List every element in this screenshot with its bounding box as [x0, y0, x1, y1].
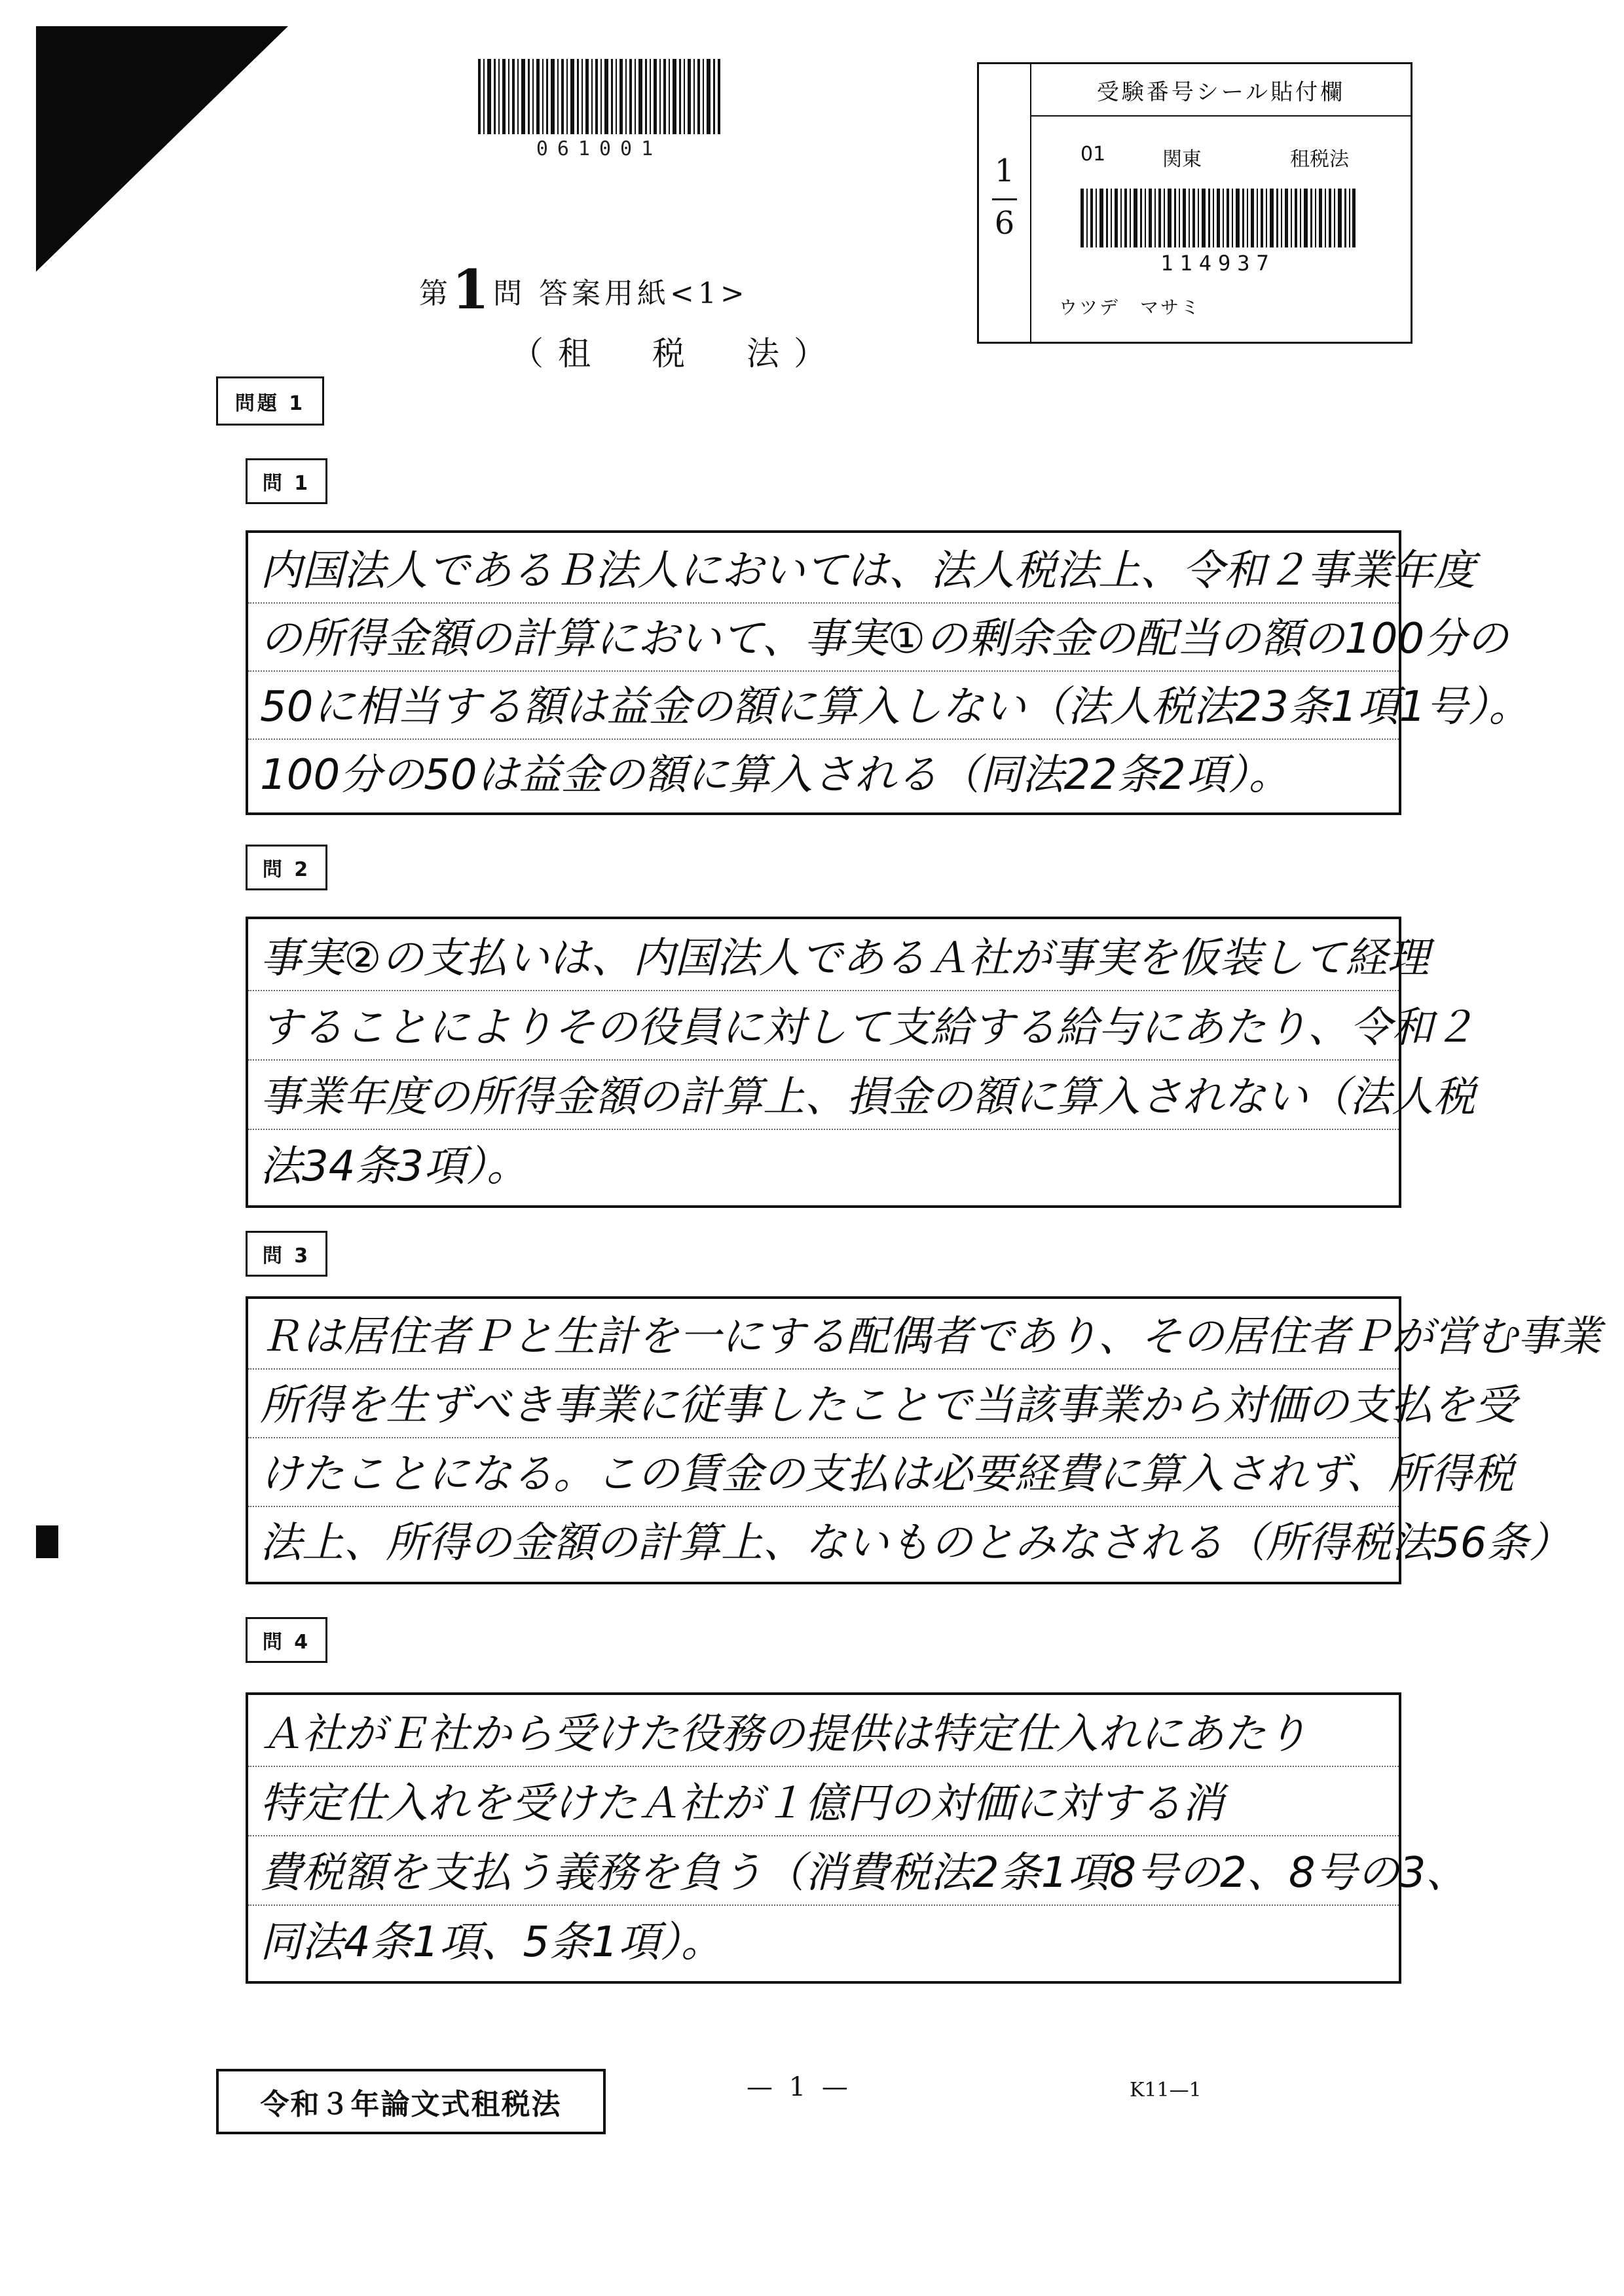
- question-2-line-2: することによりその役員に対して支給する給与にあたり、令和２: [248, 996, 1399, 1061]
- title-suffix: 問 答案用紙<1>: [493, 277, 748, 310]
- seal-subject: 租税法: [1290, 148, 1349, 171]
- question-3-label: 問 3: [246, 1231, 327, 1277]
- question-4-label: 問 4: [246, 1617, 327, 1663]
- page-subtitle: （租 税 法）: [511, 335, 841, 373]
- seal-region: 関東: [1162, 148, 1202, 171]
- question-3-line-3: けたことになる。この賃金の支払は必要経費に算入されず、所得税: [248, 1443, 1399, 1507]
- page-title: [419, 259, 748, 321]
- question-2-answer-box: [246, 917, 1475, 1208]
- seal-barcode-digits: 114937: [1160, 251, 1276, 276]
- top-barcode: [478, 59, 720, 134]
- question-1-label: 問 1: [246, 458, 327, 504]
- corner-registration-mark: [36, 26, 288, 272]
- seal-fraction-bar: [992, 198, 1017, 200]
- title-question-number: 1: [452, 259, 494, 321]
- seal-code: 01: [1080, 143, 1106, 166]
- question-1-line-3: 50に相当する額は益金の額に算入しない（法人税法23条1項1号）。: [248, 676, 1399, 740]
- question-4-line-4: 同法4条1項、5条1項）。: [260, 1918, 723, 1967]
- seal-fraction: [979, 64, 1030, 342]
- question-3-line-2: 所得を生ずべき事業に従事したことで当該事業から対価の支払を受: [248, 1374, 1399, 1438]
- seal-sticker: [1030, 117, 1411, 342]
- seal-fraction-numerator: 1: [994, 153, 1015, 189]
- exam-label: 令和３年論文式租税法: [216, 2069, 606, 2134]
- question-2-label: 問 2: [246, 845, 327, 890]
- question-3-line-1: Ｒは居住者Ｐと生計を一にする配偶者であり、その居住者Ｐが営む事業: [248, 1305, 1399, 1370]
- question-4-line-2: 特定仕入れを受けたＡ社が１億円の対価に対する消: [248, 1772, 1399, 1836]
- question-2-line-4: 法34条3項）。: [260, 1142, 529, 1191]
- title-prefix: 第: [419, 277, 452, 310]
- exam-number-seal-box: [977, 62, 1412, 344]
- section-label: 問題 1: [216, 376, 324, 426]
- seal-barcode: [1080, 189, 1356, 247]
- question-1-line-4: 100分の50は益金の額に算入される（同法22条2項）。: [260, 751, 1291, 799]
- question-1-line-1: 内国法人であるＢ法人においては、法人税法上、令和２事業年度: [248, 539, 1399, 604]
- question-3-answer-box: [246, 1296, 1601, 1584]
- question-2-line-1: 事実②の支払いは、内国法人であるＡ社が事実を仮装して経理: [248, 927, 1399, 991]
- question-1-line-2: の所得金額の計算において、事実①の剰余金の配当の額の100分の: [248, 608, 1399, 672]
- seal-title: 受験番号シール貼付欄: [1030, 64, 1411, 117]
- seal-examinee-name: ウツデ マサミ: [1059, 297, 1202, 318]
- question-2-line-3: 事業年度の所得金額の計算上、損金の額に算入されない（法人税: [248, 1066, 1399, 1130]
- seal-fraction-denominator: 6: [994, 205, 1015, 242]
- question-4-answer-box: [246, 1692, 1468, 1984]
- question-4-line-1: Ａ社がＥ社から受けた役務の提供は特定仕入れにあたり: [248, 1703, 1399, 1767]
- side-registration-mark: [36, 1525, 58, 1558]
- question-3-line-4: 法上、所得の金額の計算上、ないものとみなされる（所得税法56条）: [260, 1519, 1571, 1567]
- page-number: — 1 —: [747, 2072, 852, 2102]
- page-code: K11—1: [1130, 2079, 1202, 2102]
- top-barcode-digits: 061001: [536, 137, 663, 160]
- question-4-line-3: 費税額を支払う義務を負う（消費税法2条1項8号の2、8号の3、: [248, 1842, 1399, 1906]
- question-1-answer-box: [246, 530, 1531, 815]
